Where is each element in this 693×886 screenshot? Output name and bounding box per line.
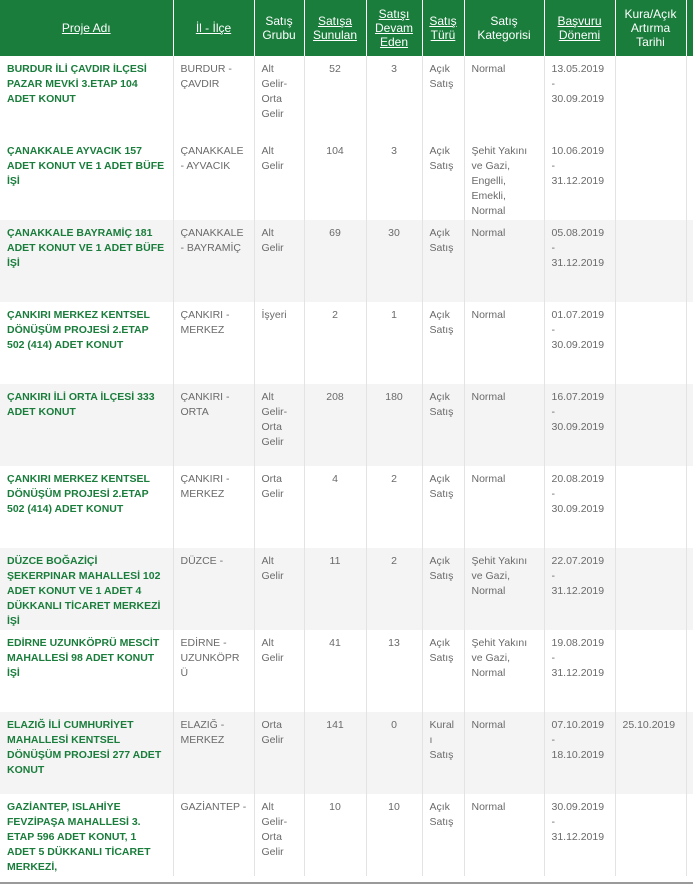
cell-kura-tarihi <box>615 138 686 220</box>
cell-satis-kategorisi: Şehit Yakını ve Gazi, Engelli, Emekli, Normal <box>464 138 544 220</box>
cell-satis-kategorisi: Şehit Yakını ve Gazi, Normal <box>464 630 544 712</box>
cell-satis-grubu: Alt Gelir-Orta Gelir <box>254 56 304 138</box>
cell-kura-tarihi <box>615 794 686 876</box>
cell-kura-tarihi <box>615 302 686 384</box>
cell-satis-turu: Açık Satış <box>422 794 464 876</box>
column-header-label: Satış Grubu <box>262 14 296 42</box>
column-header-satis-grubu <box>254 0 304 56</box>
cell-basvuru-donemi: 19.08.2019 - 31.12.2019 <box>544 630 615 712</box>
cell-satisi-devam-eden: 2 <box>366 466 422 548</box>
cell-extra <box>686 548 693 630</box>
cell-proje-adi: ÇANKIRI MERKEZ KENTSEL DÖNÜŞÜM PROJESİ 2.ETAP 502 (414) ADET KONUT <box>0 466 173 548</box>
cell-satis-grubu: Orta Gelir <box>254 712 304 794</box>
table-row <box>0 56 693 138</box>
cell-satis-grubu: Alt Gelir <box>254 138 304 220</box>
table-row <box>0 466 693 548</box>
cell-satis-turu: Açık Satış <box>422 384 464 466</box>
column-header-proje-adi[interactable] <box>0 0 173 56</box>
cell-extra <box>686 630 693 712</box>
table-bottom-border <box>0 882 693 884</box>
cell-satis-turu: Açık Satış <box>422 220 464 302</box>
cell-satisi-devam-eden: 0 <box>366 712 422 794</box>
cell-satis-kategorisi: Normal <box>464 302 544 384</box>
cell-basvuru-donemi: 30.09.2019 - 31.12.2019 <box>544 794 615 876</box>
cell-satisa-sunulan: 141 <box>304 712 366 794</box>
cell-satisi-devam-eden: 3 <box>366 138 422 220</box>
cell-satis-turu: Açık Satış <box>422 302 464 384</box>
cell-proje-adi: BURDUR İLİ ÇAVDIR İLÇESİ PAZAR MEVKİ 3.ETAP 104 ADET KONUT <box>0 56 173 138</box>
table-row <box>0 712 693 794</box>
column-header-satisi-devam-eden[interactable] <box>366 0 422 56</box>
column-header-label: Kura/Açık Artırma Tarihi <box>624 7 677 49</box>
cell-satis-kategorisi: Şehit Yakını ve Gazi, Normal <box>464 548 544 630</box>
table-row <box>0 384 693 466</box>
cell-satisi-devam-eden: 3 <box>366 56 422 138</box>
cell-il-ilce: ÇANKIRI - MERKEZ <box>173 466 254 548</box>
cell-satis-grubu: Alt Gelir <box>254 630 304 712</box>
table-row <box>0 138 693 220</box>
cell-kura-tarihi <box>615 630 686 712</box>
cell-proje-adi: ÇANKIRI İLİ ORTA İLÇESİ 333 ADET KONUT <box>0 384 173 466</box>
cell-il-ilce: ÇANAKKALE - BAYRAMİÇ <box>173 220 254 302</box>
cell-basvuru-donemi: 01.07.2019 - 30.09.2019 <box>544 302 615 384</box>
table-header-row <box>0 0 693 56</box>
cell-extra <box>686 466 693 548</box>
cell-satisa-sunulan: 11 <box>304 548 366 630</box>
column-header-basvuru-donemi[interactable] <box>544 0 615 56</box>
table-row <box>0 794 693 876</box>
cell-il-ilce: ÇANKIRI - MERKEZ <box>173 302 254 384</box>
cell-satis-grubu: Alt Gelir <box>254 220 304 302</box>
cell-il-ilce: ELAZIĞ - MERKEZ <box>173 712 254 794</box>
column-header-satis-turu[interactable] <box>422 0 464 56</box>
cell-satis-kategorisi: Normal <box>464 384 544 466</box>
cell-satis-grubu: İşyeri <box>254 302 304 384</box>
table-row <box>0 302 693 384</box>
cell-basvuru-donemi: 22.07.2019 - 31.12.2019 <box>544 548 615 630</box>
cell-extra <box>686 220 693 302</box>
cell-satisa-sunulan: 52 <box>304 56 366 138</box>
cell-kura-tarihi <box>615 384 686 466</box>
cell-basvuru-donemi: 20.08.2019 - 30.09.2019 <box>544 466 615 548</box>
column-header-label: Satış Kategorisi <box>477 14 531 42</box>
table-row <box>0 630 693 712</box>
cell-satisa-sunulan: 4 <box>304 466 366 548</box>
cell-satisa-sunulan: 104 <box>304 138 366 220</box>
cell-satisa-sunulan: 2 <box>304 302 366 384</box>
column-header-label: Başvuru Dönemi <box>557 14 602 42</box>
cell-proje-adi: GAZİANTEP, ISLAHİYE FEVZİPAŞA MAHALLESİ 3. ETAP 596 ADET KONUT, 1 ADET 5 DÜKKANLI TİCARET MERKEZİ, <box>0 794 173 876</box>
cell-basvuru-donemi: 05.08.2019 - 31.12.2019 <box>544 220 615 302</box>
cell-satis-grubu: Alt Gelir <box>254 548 304 630</box>
cell-kura-tarihi: 25.10.2019 <box>615 712 686 794</box>
cell-extra <box>686 384 693 466</box>
cell-satis-kategorisi: Normal <box>464 794 544 876</box>
cell-proje-adi: ÇANAKKALE AYVACIK 157 ADET KONUT VE 1 ADET BÜFE İŞİ <box>0 138 173 220</box>
cell-il-ilce: ÇANAKKALE - AYVACIK <box>173 138 254 220</box>
cell-basvuru-donemi: 16.07.2019 - 30.09.2019 <box>544 384 615 466</box>
column-header-il-ilce[interactable] <box>173 0 254 56</box>
cell-satisa-sunulan: 41 <box>304 630 366 712</box>
cell-kura-tarihi <box>615 56 686 138</box>
cell-extra <box>686 794 693 876</box>
column-header-satisa-sunulan[interactable] <box>304 0 366 56</box>
cell-satisa-sunulan: 69 <box>304 220 366 302</box>
cell-satisi-devam-eden: 2 <box>366 548 422 630</box>
cell-proje-adi: DÜZCE BOĞAZİÇİ ŞEKERPINAR MAHALLESİ 102 ADET KONUT VE 1 ADET 4 DÜKKANLI TİCARET MERKEZİ İŞİ <box>0 548 173 630</box>
cell-satis-grubu: Orta Gelir <box>254 466 304 548</box>
cell-satis-grubu: Alt Gelir-Orta Gelir <box>254 384 304 466</box>
cell-proje-adi: ÇANAKKALE BAYRAMİÇ 181 ADET KONUT VE 1 ADET BÜFE İŞİ <box>0 220 173 302</box>
cell-satisi-devam-eden: 180 <box>366 384 422 466</box>
cell-satis-kategorisi: Normal <box>464 220 544 302</box>
cell-il-ilce: GAZİANTEP - <box>173 794 254 876</box>
cell-proje-adi: ELAZIĞ İLİ CUMHURİYET MAHALLESİ KENTSEL DÖNÜŞÜM PROJESİ 277 ADET KONUT <box>0 712 173 794</box>
cell-satis-kategorisi: Normal <box>464 56 544 138</box>
cell-satis-turu: Açık Satış <box>422 466 464 548</box>
column-header-kura-tarihi <box>615 0 686 56</box>
cell-satisa-sunulan: 10 <box>304 794 366 876</box>
cell-satis-kategorisi: Normal <box>464 712 544 794</box>
cell-basvuru-donemi: 07.10.2019 - 18.10.2019 <box>544 712 615 794</box>
cell-proje-adi: ÇANKIRI MERKEZ KENTSEL DÖNÜŞÜM PROJESİ 2.ETAP 502 (414) ADET KONUT <box>0 302 173 384</box>
column-header-label: Satışa Sunulan <box>312 14 358 42</box>
cell-il-ilce: DÜZCE - <box>173 548 254 630</box>
column-header-label: İl - İlçe <box>195 21 232 35</box>
cell-satis-turu: Kuralı Satış <box>422 712 464 794</box>
cell-satis-turu: Açık Satış <box>422 138 464 220</box>
cell-satisa-sunulan: 208 <box>304 384 366 466</box>
cell-kura-tarihi <box>615 548 686 630</box>
cell-il-ilce: ÇANKIRI - ORTA <box>173 384 254 466</box>
table-row <box>0 548 693 630</box>
column-header-label: Satışı Devam Eden <box>374 7 413 49</box>
cell-satisi-devam-eden: 30 <box>366 220 422 302</box>
cell-basvuru-donemi: 10.06.2019 - 31.12.2019 <box>544 138 615 220</box>
column-header-label: Satış Türü <box>429 14 457 42</box>
cell-proje-adi: EDİRNE UZUNKÖPRÜ MESCİT MAHALLESİ 98 ADET KONUT İŞİ <box>0 630 173 712</box>
cell-kura-tarihi <box>615 220 686 302</box>
cell-extra <box>686 712 693 794</box>
cell-il-ilce: BURDUR - ÇAVDIR <box>173 56 254 138</box>
cell-satis-turu: Açık Satış <box>422 56 464 138</box>
cell-satisi-devam-eden: 10 <box>366 794 422 876</box>
table-row <box>0 220 693 302</box>
column-header-label: Proje Adı <box>61 21 111 35</box>
cell-il-ilce: EDİRNE - UZUNKÖPRÜ <box>173 630 254 712</box>
cell-extra <box>686 302 693 384</box>
column-header-extra <box>686 0 693 56</box>
column-header-satis-kategorisi <box>464 0 544 56</box>
cell-satisi-devam-eden: 1 <box>366 302 422 384</box>
cell-extra <box>686 138 693 220</box>
cell-kura-tarihi <box>615 466 686 548</box>
cell-satis-grubu: Alt Gelir-Orta Gelir <box>254 794 304 876</box>
cell-satisi-devam-eden: 13 <box>366 630 422 712</box>
cell-satis-turu: Açık Satış <box>422 630 464 712</box>
cell-satis-turu: Açık Satış <box>422 548 464 630</box>
cell-extra <box>686 56 693 138</box>
cell-basvuru-donemi: 13.05.2019 - 30.09.2019 <box>544 56 615 138</box>
cell-satis-kategorisi: Normal <box>464 466 544 548</box>
